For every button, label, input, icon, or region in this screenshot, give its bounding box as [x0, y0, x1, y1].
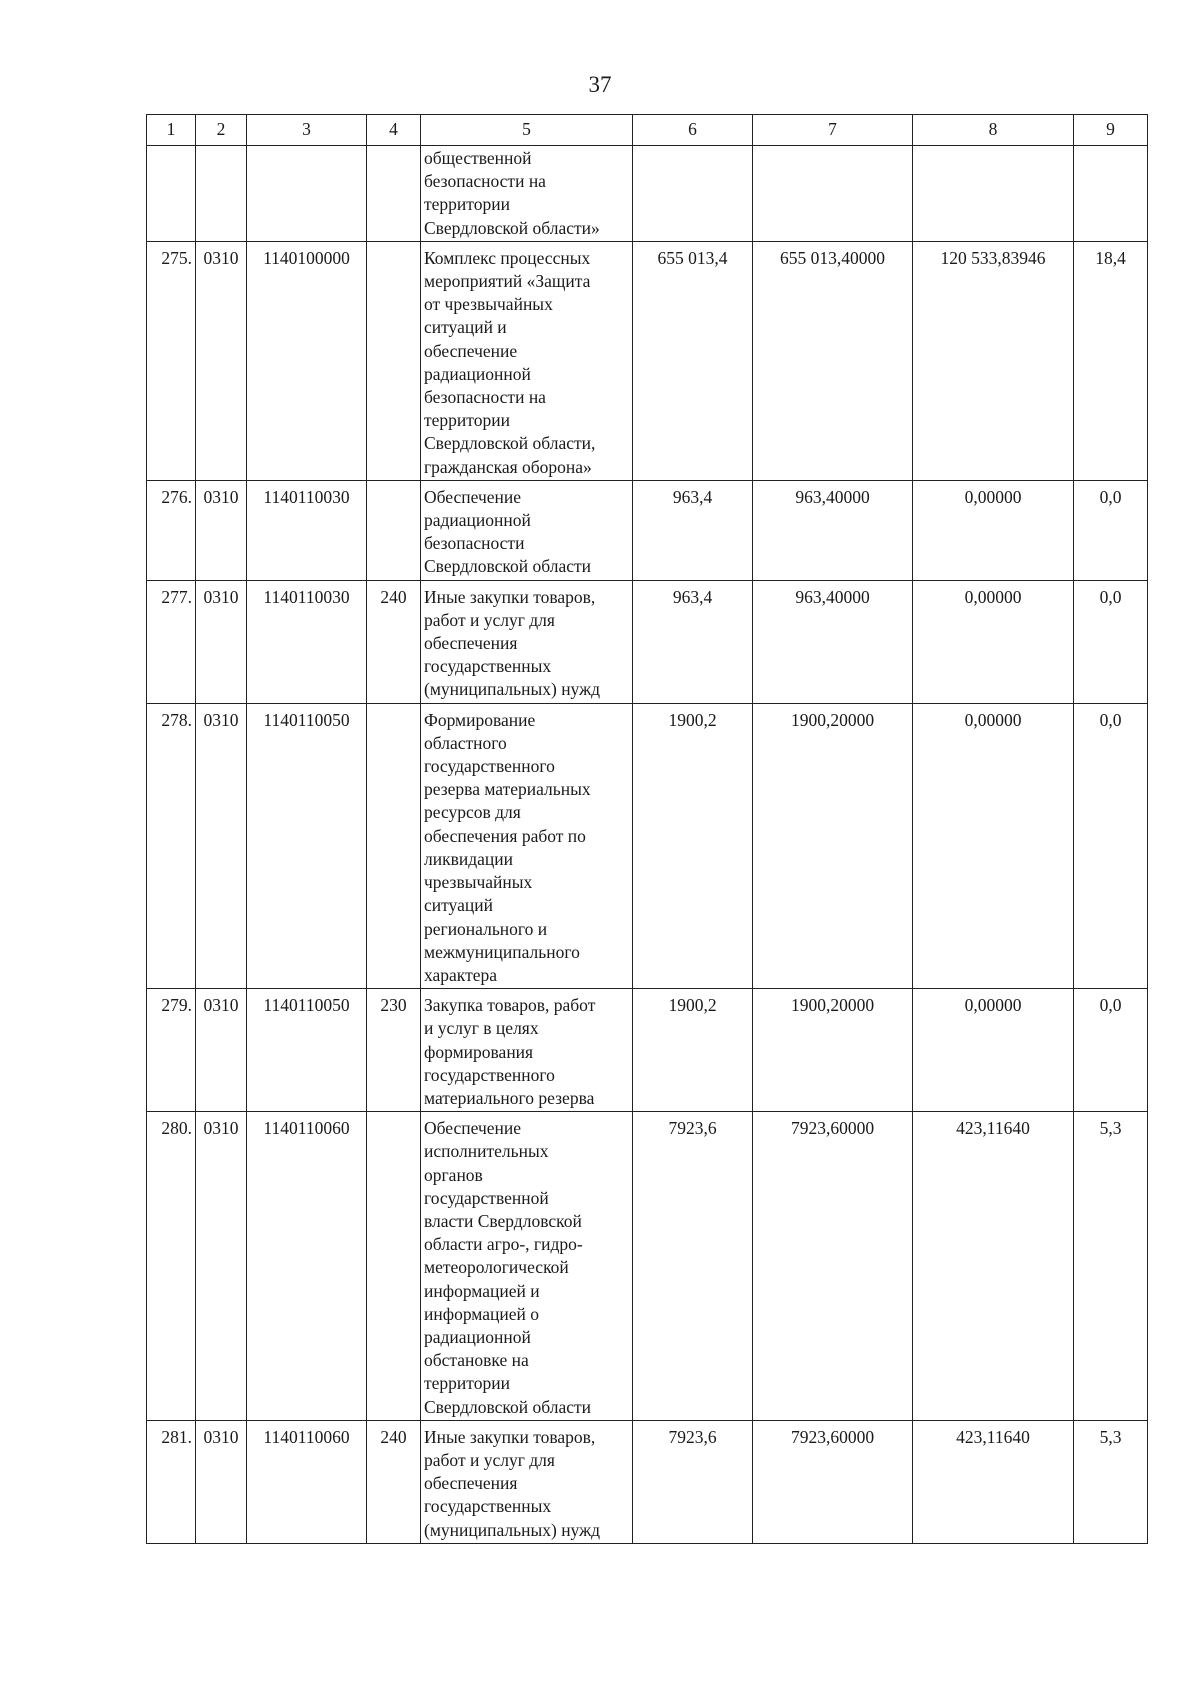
planned-amount-cell [633, 146, 753, 242]
table-row [147, 146, 1148, 242]
table-body [147, 146, 1148, 1544]
approved-amount-cell: 7923,60000 [753, 1420, 913, 1543]
approved-amount-cell: 963,40000 [753, 480, 913, 580]
executed-amount-cell: 423,11640 [913, 1112, 1074, 1421]
page-number: 37 [588, 72, 612, 97]
table-row [147, 480, 1148, 580]
executed-amount-cell: 0,00000 [913, 580, 1074, 703]
table-row [147, 241, 1148, 480]
row-number-cell: 279. [147, 989, 196, 1112]
budget-table [146, 114, 1148, 1544]
expense-type-cell [367, 1112, 421, 1421]
expense-type-cell [367, 146, 421, 242]
percent-cell: 0,0 [1074, 989, 1148, 1112]
row-number-cell: 280. [147, 1112, 196, 1421]
row-number-cell: 277. [147, 580, 196, 703]
column-header-8: 8 [913, 115, 1074, 146]
approved-amount-cell [753, 146, 913, 242]
percent-cell: 0,0 [1074, 580, 1148, 703]
row-number-cell: 278. [147, 703, 196, 988]
expense-type-cell: 240 [367, 580, 421, 703]
section-code-cell: 0310 [196, 580, 247, 703]
planned-amount-cell: 1900,2 [633, 989, 753, 1112]
planned-amount-cell: 963,4 [633, 480, 753, 580]
approved-amount-cell: 7923,60000 [753, 1112, 913, 1421]
approved-amount-cell: 1900,20000 [753, 703, 913, 988]
target-code-cell: 1140110060 [247, 1112, 367, 1421]
item-name-cell: Формирование областного государственного резерва материальных ресурсов для обеспечения работ по ликвидации чрезвычайных ситуаций регионального и межмуниципального характера [421, 703, 633, 988]
item-name-cell: Иные закупки товаров, работ и услуг для обеспечения государственных (муниципальных) нужд [421, 580, 633, 703]
section-code-cell: 0310 [196, 241, 247, 480]
expense-type-cell: 240 [367, 1420, 421, 1543]
column-header-5: 5 [421, 115, 633, 146]
item-name-cell: Комплекс процессных мероприятий «Защита от чрезвычайных ситуаций и обеспечение радиационной безопасности на территории Свердловской области, гражданская оборона» [421, 241, 633, 480]
expense-type-cell [367, 480, 421, 580]
percent-cell [1074, 146, 1148, 242]
section-code-cell: 0310 [196, 1112, 247, 1421]
executed-amount-cell: 0,00000 [913, 989, 1074, 1112]
item-name-cell: общественной безопасности на территории Свердловской области» [421, 146, 633, 242]
row-number-cell: 276. [147, 480, 196, 580]
expense-type-cell [367, 241, 421, 480]
section-code-cell: 0310 [196, 989, 247, 1112]
planned-amount-cell: 963,4 [633, 580, 753, 703]
row-number-cell: 275. [147, 241, 196, 480]
table-row [147, 580, 1148, 703]
expense-type-cell [367, 703, 421, 988]
target-code-cell: 1140110030 [247, 480, 367, 580]
planned-amount-cell: 7923,6 [633, 1420, 753, 1543]
section-code-cell: 0310 [196, 1420, 247, 1543]
header-row [147, 115, 1148, 146]
table-row [147, 703, 1148, 988]
percent-cell: 5,3 [1074, 1112, 1148, 1421]
target-code-cell: 1140110050 [247, 989, 367, 1112]
planned-amount-cell: 655 013,4 [633, 241, 753, 480]
executed-amount-cell: 0,00000 [913, 480, 1074, 580]
row-number-cell [147, 146, 196, 242]
target-code-cell: 1140110050 [247, 703, 367, 988]
percent-cell: 5,3 [1074, 1420, 1148, 1543]
column-header-1: 1 [147, 115, 196, 146]
target-code-cell: 1140110030 [247, 580, 367, 703]
executed-amount-cell: 423,11640 [913, 1420, 1074, 1543]
item-name-cell: Закупка товаров, работ и услуг в целях формирования государственного материального резерва [421, 989, 633, 1112]
column-header-2: 2 [196, 115, 247, 146]
item-name-cell: Обеспечение исполнительных органов государственной власти Свердловской области агро-, гидро- метеорологической информацией и информацией о радиационной обстановке на территории Свердловской области [421, 1112, 633, 1421]
percent-cell: 18,4 [1074, 241, 1148, 480]
column-header-7: 7 [753, 115, 913, 146]
approved-amount-cell: 1900,20000 [753, 989, 913, 1112]
section-code-cell: 0310 [196, 480, 247, 580]
target-code-cell: 1140100000 [247, 241, 367, 480]
percent-cell: 0,0 [1074, 703, 1148, 988]
column-header-6: 6 [633, 115, 753, 146]
table-row [147, 1420, 1148, 1543]
target-code-cell [247, 146, 367, 242]
item-name-cell: Обеспечение радиационной безопасности Свердловской области [421, 480, 633, 580]
target-code-cell: 1140110060 [247, 1420, 367, 1543]
approved-amount-cell: 655 013,40000 [753, 241, 913, 480]
section-code-cell: 0310 [196, 703, 247, 988]
table-row [147, 989, 1148, 1112]
item-name-cell: Иные закупки товаров, работ и услуг для обеспечения государственных (муниципальных) нужд [421, 1420, 633, 1543]
table-row [147, 1112, 1148, 1421]
column-header-3: 3 [247, 115, 367, 146]
percent-cell: 0,0 [1074, 480, 1148, 580]
approved-amount-cell: 963,40000 [753, 580, 913, 703]
planned-amount-cell: 7923,6 [633, 1112, 753, 1421]
section-code-cell [196, 146, 247, 242]
executed-amount-cell [913, 146, 1074, 242]
column-header-4: 4 [367, 115, 421, 146]
executed-amount-cell: 120 533,83946 [913, 241, 1074, 480]
row-number-cell: 281. [147, 1420, 196, 1543]
expense-type-cell: 230 [367, 989, 421, 1112]
executed-amount-cell: 0,00000 [913, 703, 1074, 988]
planned-amount-cell: 1900,2 [633, 703, 753, 988]
column-header-9: 9 [1074, 115, 1148, 146]
